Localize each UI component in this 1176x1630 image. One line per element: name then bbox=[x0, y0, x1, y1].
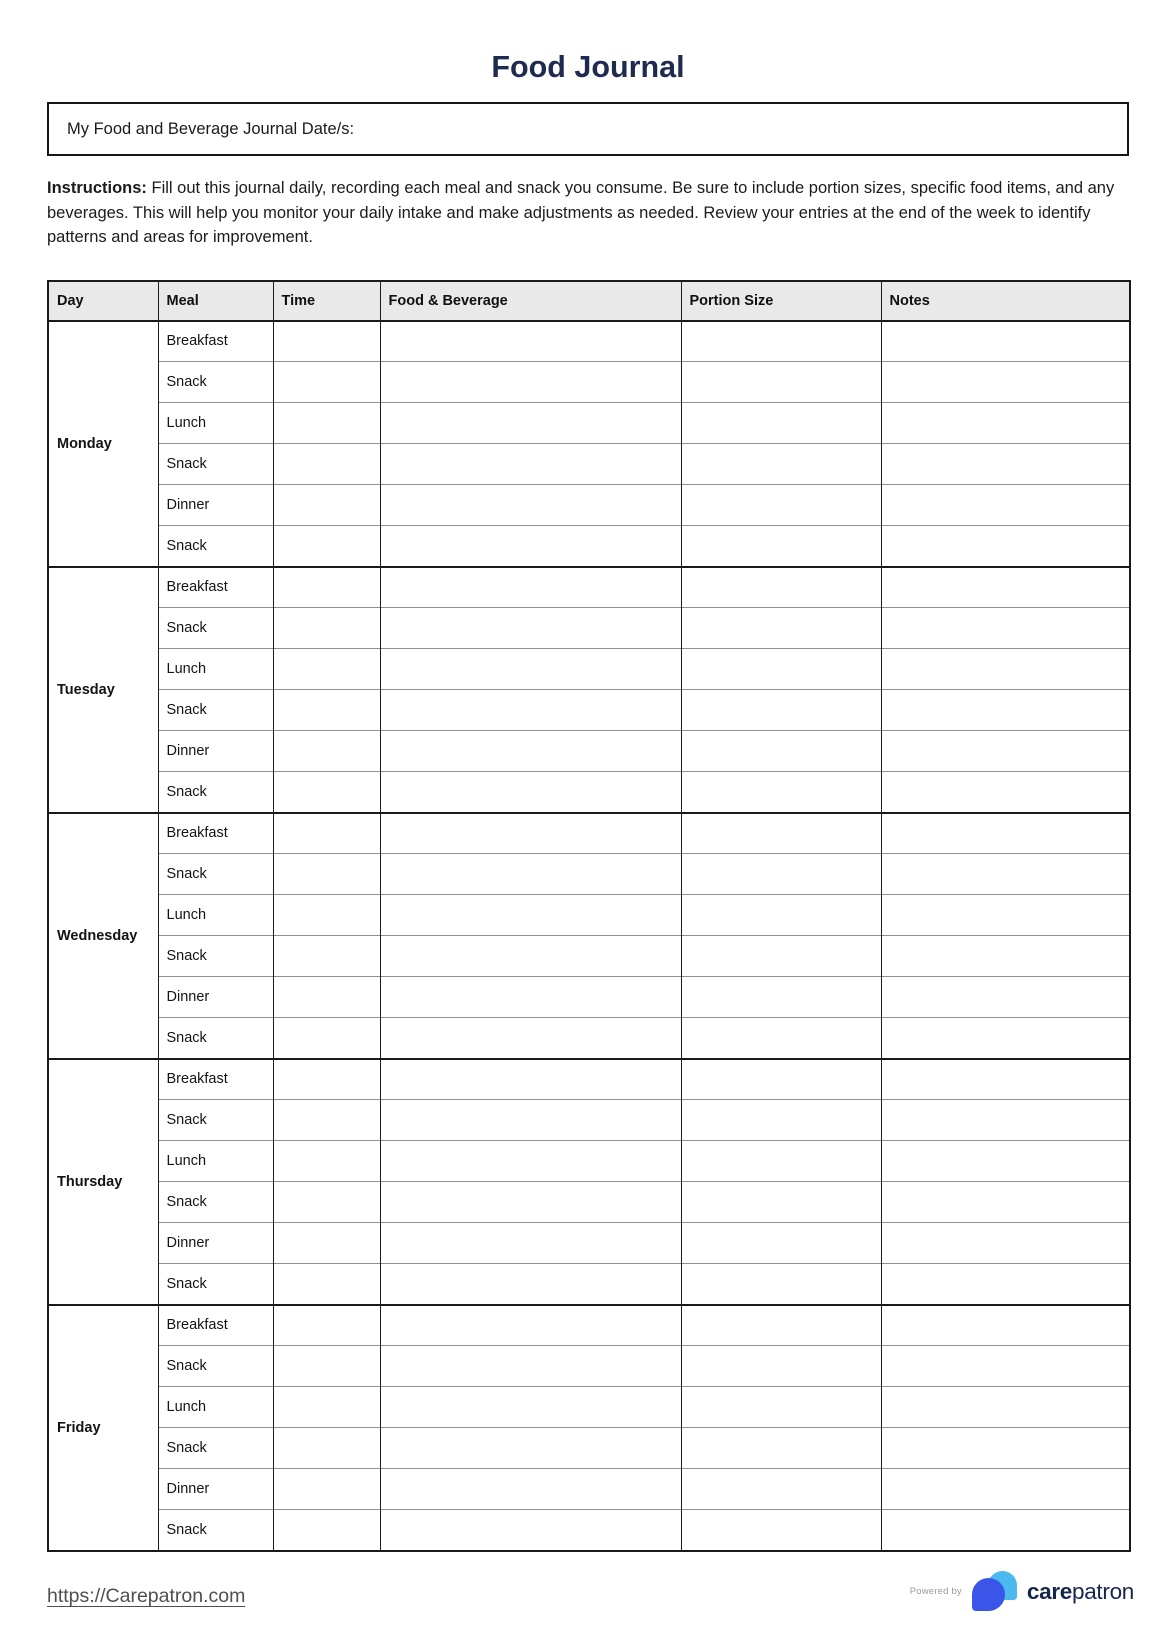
portion-size-entry-cell[interactable] bbox=[681, 731, 881, 772]
meal-label-cell: Breakfast bbox=[158, 321, 273, 362]
page-title: Food Journal bbox=[491, 50, 685, 84]
meal-label-cell: Lunch bbox=[158, 649, 273, 690]
table-row bbox=[48, 731, 1130, 772]
time-entry-cell[interactable] bbox=[273, 1510, 380, 1551]
notes-entry-cell[interactable] bbox=[881, 1264, 1130, 1305]
time-entry-cell[interactable] bbox=[273, 1100, 380, 1141]
header-food-beverage: Food & Beverage bbox=[380, 281, 681, 321]
meal-label-cell: Dinner bbox=[158, 1223, 273, 1264]
notes-entry-cell[interactable] bbox=[881, 977, 1130, 1018]
food-beverage-entry-cell[interactable] bbox=[380, 321, 681, 362]
table-row bbox=[48, 1428, 1130, 1469]
carepatron-link[interactable]: https://Carepatron.com bbox=[47, 1585, 246, 1607]
meal-label-cell: Breakfast bbox=[158, 1059, 273, 1100]
portion-size-entry-cell[interactable] bbox=[681, 690, 881, 731]
food-beverage-entry-cell[interactable] bbox=[380, 690, 681, 731]
meal-label-cell: Snack bbox=[158, 1264, 273, 1305]
meal-label-cell: Breakfast bbox=[158, 567, 273, 608]
table-row bbox=[48, 690, 1130, 731]
meal-label-cell: Snack bbox=[158, 1428, 273, 1469]
carepatron-logo-icon bbox=[972, 1571, 1018, 1612]
portion-size-entry-cell[interactable] bbox=[681, 854, 881, 895]
time-entry-cell[interactable] bbox=[273, 977, 380, 1018]
day-cell-thursday: Thursday bbox=[48, 1059, 158, 1305]
table-row bbox=[48, 1346, 1130, 1387]
meal-label-cell: Lunch bbox=[158, 1141, 273, 1182]
table-row bbox=[48, 1223, 1130, 1264]
food-beverage-entry-cell[interactable] bbox=[380, 567, 681, 608]
time-entry-cell[interactable] bbox=[273, 772, 380, 813]
food-beverage-entry-cell[interactable] bbox=[380, 772, 681, 813]
day-cell-tuesday: Tuesday bbox=[48, 567, 158, 813]
time-entry-cell[interactable] bbox=[273, 1387, 380, 1428]
meal-label-cell: Snack bbox=[158, 1018, 273, 1059]
food-beverage-entry-cell[interactable] bbox=[380, 1305, 681, 1346]
table-row bbox=[48, 1305, 1130, 1346]
time-entry-cell[interactable] bbox=[273, 485, 380, 526]
notes-entry-cell[interactable] bbox=[881, 403, 1130, 444]
table-row bbox=[48, 485, 1130, 526]
notes-entry-cell[interactable] bbox=[881, 1059, 1130, 1100]
logo-bubble-dark-icon bbox=[972, 1578, 1005, 1611]
portion-size-entry-cell[interactable] bbox=[681, 1182, 881, 1223]
portion-size-entry-cell[interactable] bbox=[681, 1387, 881, 1428]
meal-label-cell: Lunch bbox=[158, 895, 273, 936]
table-row bbox=[48, 1510, 1130, 1551]
day-cell-monday: Monday bbox=[48, 321, 158, 567]
notes-entry-cell[interactable] bbox=[881, 1510, 1130, 1551]
meal-label-cell: Breakfast bbox=[158, 1305, 273, 1346]
portion-size-entry-cell[interactable] bbox=[681, 485, 881, 526]
notes-entry-cell[interactable] bbox=[881, 1182, 1130, 1223]
portion-size-entry-cell[interactable] bbox=[681, 1223, 881, 1264]
food-beverage-entry-cell[interactable] bbox=[380, 485, 681, 526]
meal-label-cell: Snack bbox=[158, 1510, 273, 1551]
food-beverage-entry-cell[interactable] bbox=[380, 1469, 681, 1510]
journal-table-body bbox=[48, 321, 1130, 1551]
food-beverage-entry-cell[interactable] bbox=[380, 362, 681, 403]
food-journal-table bbox=[47, 280, 1131, 1552]
table-row bbox=[48, 444, 1130, 485]
table-row bbox=[48, 895, 1130, 936]
instructions-label: Instructions: bbox=[47, 179, 147, 197]
meal-label-cell: Snack bbox=[158, 362, 273, 403]
powered-by-brand bbox=[910, 1571, 1134, 1612]
time-entry-cell[interactable] bbox=[273, 567, 380, 608]
time-entry-cell[interactable] bbox=[273, 1223, 380, 1264]
portion-size-entry-cell[interactable] bbox=[681, 1469, 881, 1510]
time-entry-cell[interactable] bbox=[273, 321, 380, 362]
portion-size-entry-cell[interactable] bbox=[681, 1346, 881, 1387]
food-beverage-entry-cell[interactable] bbox=[380, 1223, 681, 1264]
notes-entry-cell[interactable] bbox=[881, 936, 1130, 977]
time-entry-cell[interactable] bbox=[273, 1182, 380, 1223]
notes-entry-cell[interactable] bbox=[881, 362, 1130, 403]
food-beverage-entry-cell[interactable] bbox=[380, 895, 681, 936]
day-cell-friday: Friday bbox=[48, 1305, 158, 1551]
food-beverage-entry-cell[interactable] bbox=[380, 526, 681, 567]
portion-size-entry-cell[interactable] bbox=[681, 567, 881, 608]
instructions-paragraph bbox=[47, 176, 1129, 250]
table-row bbox=[48, 649, 1130, 690]
food-beverage-entry-cell[interactable] bbox=[380, 813, 681, 854]
food-beverage-entry-cell[interactable] bbox=[380, 1182, 681, 1223]
time-entry-cell[interactable] bbox=[273, 362, 380, 403]
time-entry-cell[interactable] bbox=[273, 895, 380, 936]
portion-size-entry-cell[interactable] bbox=[681, 772, 881, 813]
time-entry-cell[interactable] bbox=[273, 1059, 380, 1100]
notes-entry-cell[interactable] bbox=[881, 321, 1130, 362]
portion-size-entry-cell[interactable] bbox=[681, 813, 881, 854]
notes-entry-cell[interactable] bbox=[881, 526, 1130, 567]
food-beverage-entry-cell[interactable] bbox=[380, 1059, 681, 1100]
notes-entry-cell[interactable] bbox=[881, 690, 1130, 731]
meal-label-cell: Snack bbox=[158, 1346, 273, 1387]
meal-label-cell: Lunch bbox=[158, 403, 273, 444]
notes-entry-cell[interactable] bbox=[881, 649, 1130, 690]
page-content bbox=[47, 0, 1129, 1552]
notes-entry-cell[interactable] bbox=[881, 1428, 1130, 1469]
time-entry-cell[interactable] bbox=[273, 649, 380, 690]
meal-label-cell: Snack bbox=[158, 608, 273, 649]
meal-label-cell: Snack bbox=[158, 854, 273, 895]
table-row bbox=[48, 362, 1130, 403]
portion-size-entry-cell[interactable] bbox=[681, 321, 881, 362]
table-row bbox=[48, 1018, 1130, 1059]
table-row bbox=[48, 608, 1130, 649]
notes-entry-cell[interactable] bbox=[881, 444, 1130, 485]
table-row bbox=[48, 813, 1130, 854]
table-header bbox=[48, 281, 1130, 321]
wordmark-patron: patron bbox=[1072, 1578, 1134, 1604]
meal-label-cell: Snack bbox=[158, 526, 273, 567]
date-input-area[interactable] bbox=[47, 102, 1129, 156]
table-row bbox=[48, 1059, 1130, 1100]
table-row bbox=[48, 1469, 1130, 1510]
food-beverage-entry-cell[interactable] bbox=[380, 854, 681, 895]
portion-size-entry-cell[interactable] bbox=[681, 1264, 881, 1305]
time-entry-cell[interactable] bbox=[273, 690, 380, 731]
food-beverage-entry-cell[interactable] bbox=[380, 1428, 681, 1469]
food-beverage-entry-cell[interactable] bbox=[380, 1100, 681, 1141]
food-beverage-entry-cell[interactable] bbox=[380, 977, 681, 1018]
time-entry-cell[interactable] bbox=[273, 403, 380, 444]
meal-label-cell: Dinner bbox=[158, 977, 273, 1018]
time-entry-cell[interactable] bbox=[273, 731, 380, 772]
time-entry-cell[interactable] bbox=[273, 813, 380, 854]
table-row bbox=[48, 403, 1130, 444]
meal-label-cell: Snack bbox=[158, 444, 273, 485]
powered-by-label: Powered by bbox=[909, 1586, 962, 1597]
notes-entry-cell[interactable] bbox=[881, 485, 1130, 526]
food-beverage-entry-cell[interactable] bbox=[380, 1141, 681, 1182]
table-header-row bbox=[48, 281, 1130, 321]
meal-label-cell: Lunch bbox=[158, 1387, 273, 1428]
meal-label-cell: Snack bbox=[158, 1182, 273, 1223]
table-row bbox=[48, 526, 1130, 567]
carepatron-wordmark bbox=[1027, 1579, 1134, 1605]
portion-size-entry-cell[interactable] bbox=[681, 362, 881, 403]
notes-entry-cell[interactable] bbox=[881, 1305, 1130, 1346]
notes-entry-cell[interactable] bbox=[881, 1100, 1130, 1141]
notes-entry-cell[interactable] bbox=[881, 772, 1130, 813]
portion-size-entry-cell[interactable] bbox=[681, 1510, 881, 1551]
portion-size-entry-cell[interactable] bbox=[681, 403, 881, 444]
portion-size-entry-cell[interactable] bbox=[681, 608, 881, 649]
table-row bbox=[48, 1264, 1130, 1305]
header-day: Day bbox=[48, 281, 158, 321]
table-row bbox=[48, 567, 1130, 608]
table-row bbox=[48, 321, 1130, 362]
meal-label-cell: Dinner bbox=[158, 731, 273, 772]
notes-entry-cell[interactable] bbox=[881, 1018, 1130, 1059]
time-entry-cell[interactable] bbox=[273, 444, 380, 485]
header-meal: Meal bbox=[158, 281, 273, 321]
portion-size-entry-cell[interactable] bbox=[681, 1305, 881, 1346]
food-beverage-entry-cell[interactable] bbox=[380, 608, 681, 649]
time-entry-cell[interactable] bbox=[273, 1469, 380, 1510]
table-row bbox=[48, 854, 1130, 895]
meal-label-cell: Snack bbox=[158, 1100, 273, 1141]
header-time: Time bbox=[273, 281, 380, 321]
portion-size-entry-cell[interactable] bbox=[681, 1059, 881, 1100]
food-beverage-entry-cell[interactable] bbox=[380, 936, 681, 977]
day-cell-wednesday: Wednesday bbox=[48, 813, 158, 1059]
header-notes: Notes bbox=[881, 281, 1130, 321]
notes-entry-cell[interactable] bbox=[881, 1141, 1130, 1182]
portion-size-entry-cell[interactable] bbox=[681, 895, 881, 936]
notes-entry-cell[interactable] bbox=[881, 608, 1130, 649]
meal-label-cell: Dinner bbox=[158, 485, 273, 526]
time-entry-cell[interactable] bbox=[273, 854, 380, 895]
date-field-label: My Food and Beverage Journal Date/s: bbox=[67, 119, 355, 138]
portion-size-entry-cell[interactable] bbox=[681, 1018, 881, 1059]
portion-size-entry-cell[interactable] bbox=[681, 649, 881, 690]
food-beverage-entry-cell[interactable] bbox=[380, 1346, 681, 1387]
notes-entry-cell[interactable] bbox=[881, 813, 1130, 854]
time-entry-cell[interactable] bbox=[273, 1428, 380, 1469]
portion-size-entry-cell[interactable] bbox=[681, 444, 881, 485]
time-entry-cell[interactable] bbox=[273, 1346, 380, 1387]
food-beverage-entry-cell[interactable] bbox=[380, 649, 681, 690]
meal-label-cell: Snack bbox=[158, 772, 273, 813]
meal-label-cell: Snack bbox=[158, 936, 273, 977]
table-row bbox=[48, 1182, 1130, 1223]
meal-label-cell: Breakfast bbox=[158, 813, 273, 854]
portion-size-entry-cell[interactable] bbox=[681, 936, 881, 977]
food-beverage-entry-cell[interactable] bbox=[380, 444, 681, 485]
time-entry-cell[interactable] bbox=[273, 1018, 380, 1059]
header-portion-size: Portion Size bbox=[681, 281, 881, 321]
food-beverage-entry-cell[interactable] bbox=[380, 1264, 681, 1305]
notes-entry-cell[interactable] bbox=[881, 854, 1130, 895]
notes-entry-cell[interactable] bbox=[881, 1346, 1130, 1387]
instructions-text: Fill out this journal daily, recording each meal and snack you consume. Be sure to include portion sizes, specific food items, and any beverages. This will help you monitor your daily intake and make adjustments as needed. Review your entries at the end of the week to identify patterns and areas for improvement. bbox=[47, 179, 1115, 246]
table-row bbox=[48, 1387, 1130, 1428]
portion-size-entry-cell[interactable] bbox=[681, 1100, 881, 1141]
time-entry-cell[interactable] bbox=[273, 1264, 380, 1305]
notes-entry-cell[interactable] bbox=[881, 1223, 1130, 1264]
portion-size-entry-cell[interactable] bbox=[681, 977, 881, 1018]
table-row bbox=[48, 772, 1130, 813]
food-beverage-entry-cell[interactable] bbox=[380, 1387, 681, 1428]
notes-entry-cell[interactable] bbox=[881, 1387, 1130, 1428]
food-beverage-entry-cell[interactable] bbox=[380, 731, 681, 772]
time-entry-cell[interactable] bbox=[273, 936, 380, 977]
food-beverage-entry-cell[interactable] bbox=[380, 1510, 681, 1551]
portion-size-entry-cell[interactable] bbox=[681, 1428, 881, 1469]
time-entry-cell[interactable] bbox=[273, 526, 380, 567]
table-row bbox=[48, 1100, 1130, 1141]
notes-entry-cell[interactable] bbox=[881, 1469, 1130, 1510]
notes-entry-cell[interactable] bbox=[881, 731, 1130, 772]
meal-label-cell: Dinner bbox=[158, 1469, 273, 1510]
meal-label-cell: Snack bbox=[158, 690, 273, 731]
table-row bbox=[48, 977, 1130, 1018]
time-entry-cell[interactable] bbox=[273, 1141, 380, 1182]
time-entry-cell[interactable] bbox=[273, 608, 380, 649]
notes-entry-cell[interactable] bbox=[881, 567, 1130, 608]
notes-entry-cell[interactable] bbox=[881, 895, 1130, 936]
table-row bbox=[48, 936, 1130, 977]
portion-size-entry-cell[interactable] bbox=[681, 526, 881, 567]
time-entry-cell[interactable] bbox=[273, 1305, 380, 1346]
table-row bbox=[48, 1141, 1130, 1182]
wordmark-care: care bbox=[1026, 1578, 1072, 1604]
portion-size-entry-cell[interactable] bbox=[681, 1141, 881, 1182]
food-beverage-entry-cell[interactable] bbox=[380, 403, 681, 444]
food-beverage-entry-cell[interactable] bbox=[380, 1018, 681, 1059]
